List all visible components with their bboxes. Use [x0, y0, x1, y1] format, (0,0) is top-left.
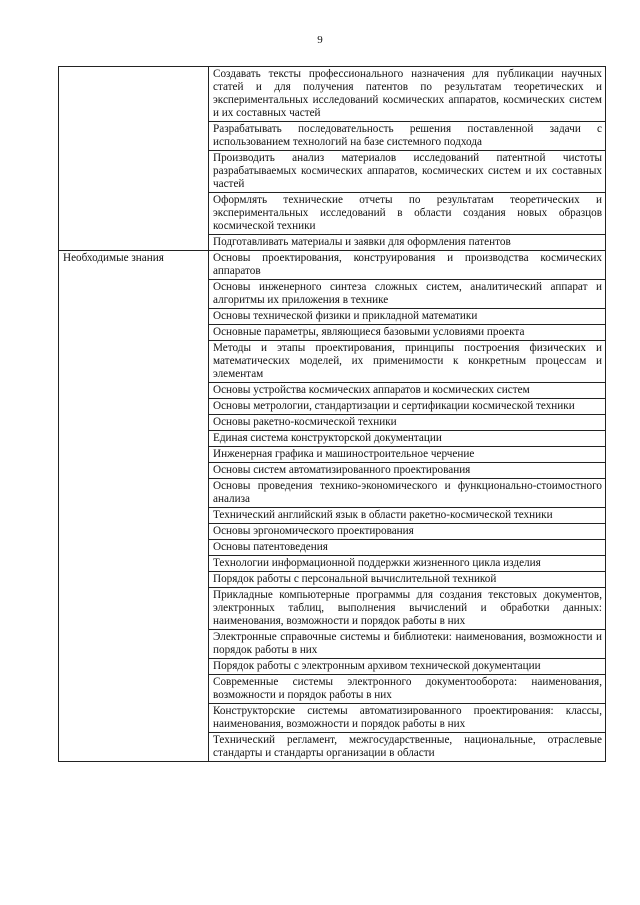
item-text: Методы и этапы проектирования, принципы построения физических и математических моделей, их применимости к конкретным процессам и элементам — [213, 342, 602, 380]
item-cell — [209, 630, 606, 659]
item-text: Создавать тексты профессионального назначения для публикации научных статей и для получения патентов по результатам теоретических и экспериментальных исследований космических аппаратов, космических систем и их составных частей — [213, 68, 602, 119]
item-text: Электронные справочные системы и библиотеки: наименования, возможности и порядок работы в них — [213, 631, 602, 656]
item-text: Основы проведения технико-экономического и функционально-стоимостного анализа — [213, 480, 602, 505]
item-text: Основные параметры, являющиеся базовыми условиями проекта — [213, 326, 525, 338]
item-cell — [209, 431, 606, 447]
item-cell — [209, 325, 606, 341]
item-text: Порядок работы с персональной вычислительной техникой — [213, 573, 497, 585]
item-cell — [209, 508, 606, 524]
item-cell — [209, 588, 606, 630]
section-label: Необходимые знания — [63, 252, 164, 264]
item-text: Основы патентоведения — [213, 541, 328, 553]
item-cell — [209, 463, 606, 479]
item-text: Оформлять технические отчеты по результатам теоретических и экспериментальных исследований в области создания новых образцов космической техники — [213, 194, 602, 232]
item-text: Основы проектирования, конструирования и производства космических аппаратов — [213, 252, 602, 277]
item-cell — [209, 733, 606, 762]
item-cell — [209, 415, 606, 431]
page-number: 9 — [317, 34, 323, 46]
table-body — [59, 67, 606, 762]
item-text: Основы систем автоматизированного проектирования — [213, 464, 471, 476]
item-text: Единая система конструкторской документации — [213, 432, 442, 444]
section-label-cell — [59, 251, 209, 762]
item-cell — [209, 659, 606, 675]
item-cell — [209, 704, 606, 733]
item-text: Прикладные компьютерные программы для создания текстовых документов, электронных таблиц, выполнения вычислений и обработки данных: наименования, возможности и порядок работы в них — [213, 589, 602, 627]
item-text: Технический английский язык в области ракетно-космической техники — [213, 509, 553, 521]
item-cell — [209, 556, 606, 572]
item-cell — [209, 341, 606, 383]
item-cell — [209, 251, 606, 280]
item-text: Основы устройства космических аппаратов и космических систем — [213, 384, 530, 396]
section-label-cell — [59, 67, 209, 251]
item-text: Технический регламент, межгосударственные, национальные, отраслевые стандарты и стандарты организации в области — [213, 734, 602, 759]
item-text: Современные системы электронного документооборота: наименования, возможности и порядок работы в них — [213, 676, 602, 701]
item-text: Порядок работы с электронным архивом технической документации — [213, 660, 541, 672]
item-text: Технологии информационной поддержки жизненного цикла изделия — [213, 557, 541, 569]
item-cell — [209, 309, 606, 325]
requirements-table — [58, 66, 606, 762]
item-cell — [209, 122, 606, 151]
item-cell — [209, 67, 606, 122]
item-cell — [209, 280, 606, 309]
item-text: Разрабатывать последовательность решения поставленной задачи с использованием технологий на базе системного подхода — [213, 123, 602, 148]
item-cell — [209, 193, 606, 235]
item-cell — [209, 399, 606, 415]
item-text: Производить анализ материалов исследований патентной чистоты разрабатываемых космических аппаратов, космических систем и их составных частей — [213, 152, 602, 190]
item-cell — [209, 524, 606, 540]
item-text: Конструкторские системы автоматизированного проектирования: классы, наименования, возможности и порядок работы в них — [213, 705, 602, 730]
item-cell — [209, 540, 606, 556]
item-text: Основы технической физики и прикладной математики — [213, 310, 478, 322]
item-text: Подготавливать материалы и заявки для оформления патентов — [213, 236, 511, 248]
item-text: Основы инженерного синтеза сложных систем, аналитический аппарат и алгоритмы их приложения в технике — [213, 281, 602, 306]
table-row — [59, 251, 606, 280]
item-cell — [209, 479, 606, 508]
item-text: Инженерная графика и машиностроительное черчение — [213, 448, 475, 460]
item-cell — [209, 383, 606, 399]
item-cell — [209, 235, 606, 251]
table-row — [59, 67, 606, 122]
item-text: Основы ракетно-космической техники — [213, 416, 397, 428]
item-cell — [209, 447, 606, 463]
item-cell — [209, 151, 606, 193]
item-text: Основы метрологии, стандартизации и сертификации космической техники — [213, 400, 575, 412]
item-cell — [209, 675, 606, 704]
item-cell — [209, 572, 606, 588]
item-text: Основы эргономического проектирования — [213, 525, 414, 537]
